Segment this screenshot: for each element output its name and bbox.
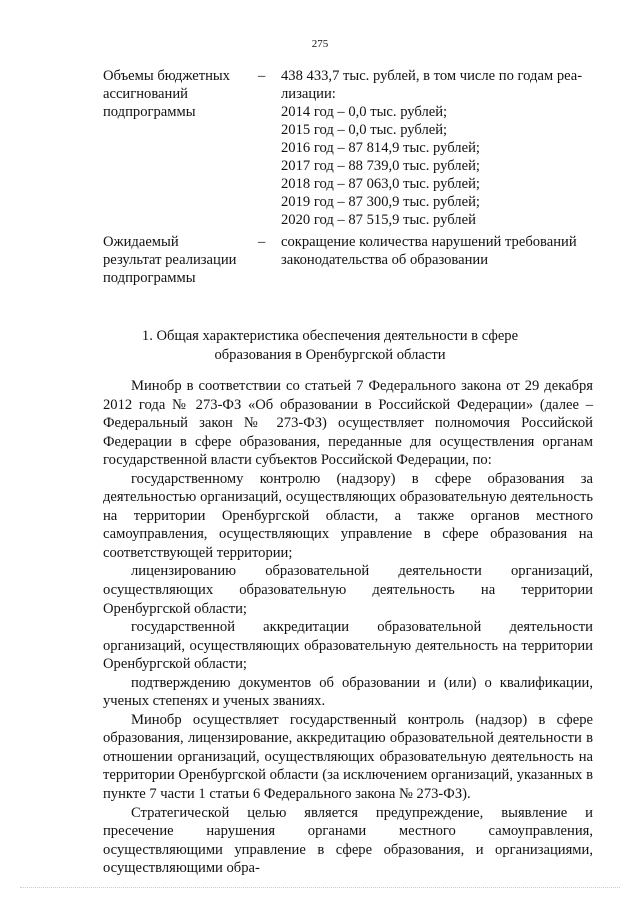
budget-year-line: 2018 год – 87 063,0 тыс. рублей;	[281, 176, 480, 192]
section-body	[103, 377, 593, 878]
paragraph: государственной аккредитации образовательной деятельности организаций, осуществляющих образовательную деятельность на территории Оренбургской области;	[103, 619, 593, 673]
result-value	[281, 233, 593, 269]
budget-label-line: Объемы бюджетных	[103, 68, 230, 84]
result-value-line: сокращение количества нарушений требований	[281, 234, 577, 250]
budget-year-line: 2019 год – 87 300,9 тыс. рублей;	[281, 194, 480, 210]
paragraph: подтверждению документов об образовании и (или) о квалификации, ученых степенях и ученых званиях.	[103, 674, 593, 710]
paragraph: государственному контролю (надзору) в сфере образования за деятельностью организаций, осуществляющих образовательную деятельность на территории Оренбургской области, а также органов местного самоуправления, осуществляющих управление в сфере образования на соответствующей территории;	[103, 470, 593, 561]
budget-year-line: 2020 год – 87 515,9 тыс. рублей	[281, 212, 476, 228]
result-dash: –	[258, 234, 266, 250]
budget-value-line: 438 433,7 тыс. рублей, в том числе по годам реа-	[281, 68, 583, 84]
page-number: 275	[311, 38, 329, 50]
result-label-line: Ожидаемый	[103, 234, 179, 250]
budget-label-line: подпрограммы	[103, 104, 196, 120]
budget-value	[281, 67, 593, 229]
result-label-line: результат реализации	[103, 252, 237, 268]
result-value-line: законодательства об образовании	[281, 252, 489, 268]
budget-label	[103, 67, 253, 121]
section-heading-line: образования в Оренбургской области	[214, 347, 446, 363]
budget-year-line: 2017 год – 88 739,0 тыс. рублей;	[281, 158, 480, 174]
result-label	[103, 233, 253, 287]
result-label-line: подпрограммы	[103, 270, 196, 286]
budget-value-line: лизации:	[281, 86, 336, 102]
budget-label-line: ассигнований	[103, 86, 188, 102]
paragraph: лицензированию образовательной деятельности организаций, осуществляющих образовательную деятельность на территории Оренбургской области;	[103, 563, 593, 617]
budget-dash: –	[258, 68, 266, 84]
paragraph: Минобр в соответствии со статьей 7 Федерального закона от 29 декабря 2012 года № 273-ФЗ «Об образовании в Российской Федерации» (далее – Федеральный закон № 273-ФЗ) осуществляет полномочия Российской Федерации в сфере образования, переданные для осуществления органам государственной власти субъектов Российской Федерации, по:	[103, 378, 593, 469]
section-heading	[140, 327, 520, 365]
paragraph: Минобр осуществляет государственный контроль (надзор) в сфере образования, лицензирование, аккредитацию образовательной деятельности в отношении организаций, осуществляющих образовательную деятельность на территории Оренбургской области (за исключением организаций, указанных в пункте 7 части 1 статьи 6 Федерального закона № 273-ФЗ).	[103, 711, 593, 803]
section-heading-line: 1. Общая характеристика обеспечения деятельности в сфере	[141, 328, 519, 344]
paragraph: Стратегической целью является предупреждение, выявление и пресечение нарушения органами местного самоуправления, осуществляющими управление в сфере образования, и организациями, осуществляющими обра-	[103, 804, 593, 877]
budget-year-line: 2016 год – 87 814,9 тыс. рублей;	[281, 140, 480, 156]
scan-edge-marks	[20, 887, 620, 892]
budget-year-line: 2014 год – 0,0 тыс. рублей;	[281, 104, 448, 120]
budget-year-line: 2015 год – 0,0 тыс. рублей;	[281, 122, 448, 138]
